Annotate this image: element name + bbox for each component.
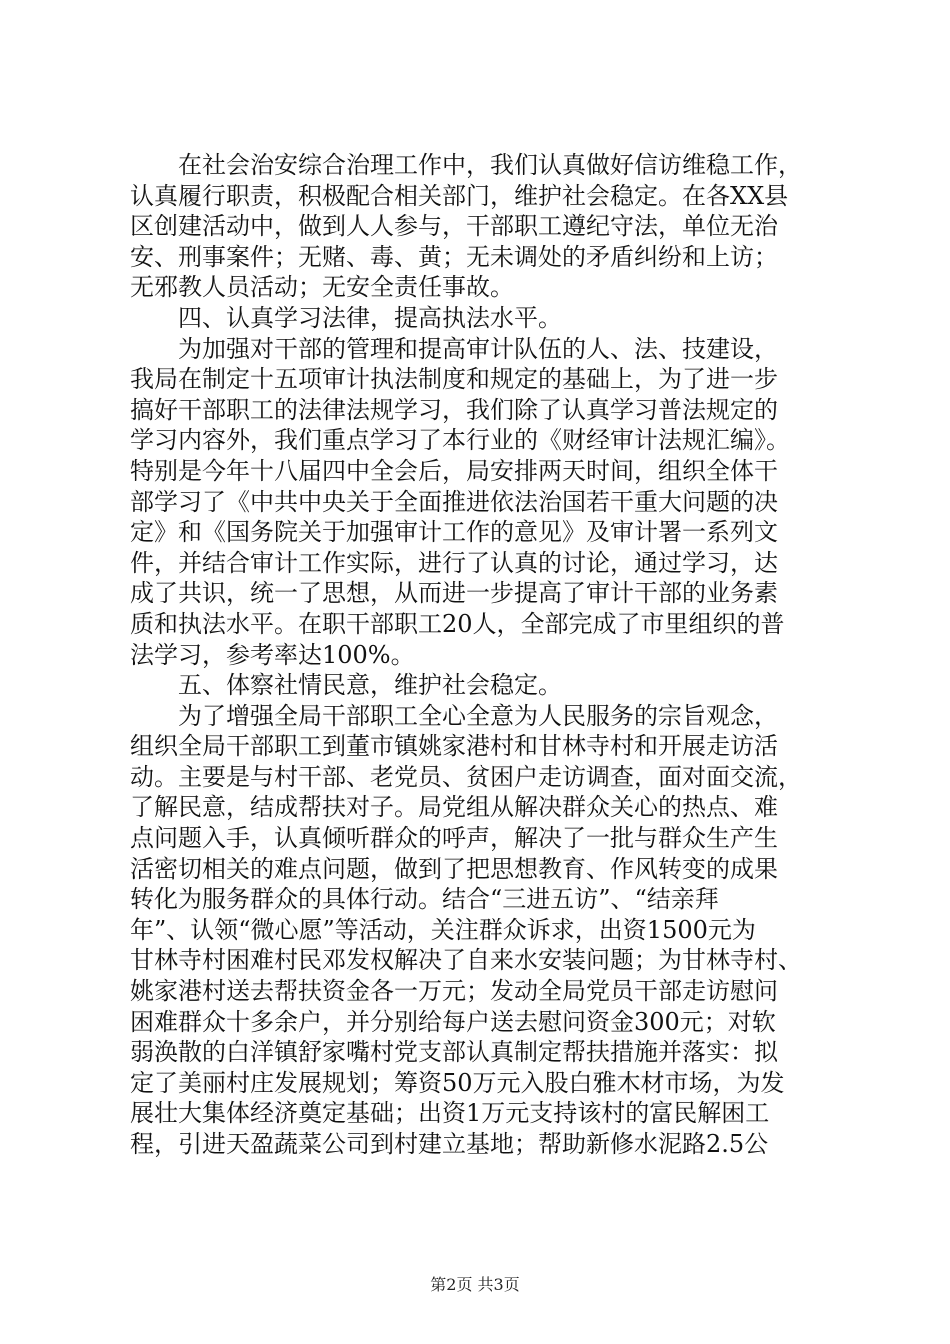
text-line: 成了共识，统一了思想，从而进一步提高了审计干部的业务素 — [130, 579, 778, 608]
text-line: 部学习了《中共中央关于全面推进依法治国若干重大问题的决 — [130, 487, 778, 516]
text-line: 安、刑事案件；无赌、毒、黄；无未调处的矛盾纠纷和上访； — [130, 242, 778, 271]
text-line: 弱涣散的白洋镇舒家嘴村党支部认真制定帮扶措施并落实：拟 — [130, 1038, 778, 1067]
section-heading: 四、认真学习法律，提高执法水平。 — [130, 303, 562, 332]
text-line: 区创建活动中，做到人人参与，干部职工遵纪守法，单位无治 — [130, 212, 778, 241]
page-number-footer: 第2页 共3页 — [430, 1275, 520, 1294]
text-line: 认真履行职责，积极配合相关部门，维护社会稳定。在各XX县 — [130, 181, 789, 210]
text-line: 为加强对干部的管理和提高审计队伍的人、法、技建设， — [130, 334, 778, 363]
text-line: 转化为服务群众的具体行动。结合“三进五访”、“结亲拜 — [130, 885, 719, 914]
text-line: 组织全局干部职工到董市镇姚家港村和甘林寺村和开展走访活 — [130, 732, 778, 761]
text-line: 甘林寺村困难村民邓发权解决了自来水安装问题；为甘林寺村、 — [130, 946, 802, 975]
text-line: 了解民意，结成帮扶对子。局党组从解决群众关心的热点、难 — [130, 793, 778, 822]
text-line: 程，引进天盈蔬菜公司到村建立基地；帮助新修水泥路2.5公 — [130, 1130, 769, 1158]
text-line: 展壮大集体经济奠定基础；出资1万元支持该村的富民解困工 — [130, 1099, 770, 1128]
text-line: 无邪教人员活动；无安全责任事故。 — [130, 273, 514, 302]
text-line: 件，并结合审计工作实际，进行了认真的讨论，通过学习，达 — [130, 548, 778, 577]
text-line: 我局在制定十五项审计执法制度和规定的基础上，为了进一步 — [130, 365, 778, 394]
text-line: 姚家港村送去帮扶资金各一万元；发动全局党员干部走访慰问 — [130, 977, 778, 1006]
document-body — [130, 150, 830, 1160]
text-line: 搞好干部职工的法律法规学习，我们除了认真学习普法规定的 — [130, 395, 778, 424]
text-line: 困难群众十多余户，并分别给每户送去慰问资金300元；对软 — [130, 1007, 776, 1036]
text-line: 法学习，参考率达100%。 — [130, 640, 415, 669]
text-line: 点问题入手，认真倾听群众的呼声，解决了一批与群众生产生 — [130, 824, 778, 853]
text-line: 为了增强全局干部职工全心全意为人民服务的宗旨观念， — [130, 701, 778, 730]
text-line: 学习内容外，我们重点学习了本行业的《财经审计法规汇编》。 — [130, 426, 790, 455]
text-line: 在社会治安综合治理工作中，我们认真做好信访维稳工作， — [130, 151, 802, 179]
text-line: 特别是今年十八届四中全会后，局安排两天时间，组织全体干 — [130, 456, 778, 485]
text-line: 定》和《国务院关于加强审计工作的意见》及审计署一系列文 — [130, 518, 778, 547]
text-line: 年”、认领“微心愿”等活动，关注群众诉求，出资1500元为 — [130, 915, 756, 944]
section-heading: 五、体察社情民意，维护社会稳定。 — [130, 671, 562, 700]
text-line: 定了美丽村庄发展规划；筹资50万元入股白雅木材市场，为发 — [130, 1068, 785, 1097]
text-line: 质和执法水平。在职干部职工20人，全部完成了市里组织的普 — [130, 609, 785, 638]
text-line: 活密切相关的难点问题，做到了把思想教育、作风转变的成果 — [130, 854, 778, 883]
text-line: 动。主要是与村干部、老党员、贫困户走访调查，面对面交流， — [130, 762, 802, 791]
